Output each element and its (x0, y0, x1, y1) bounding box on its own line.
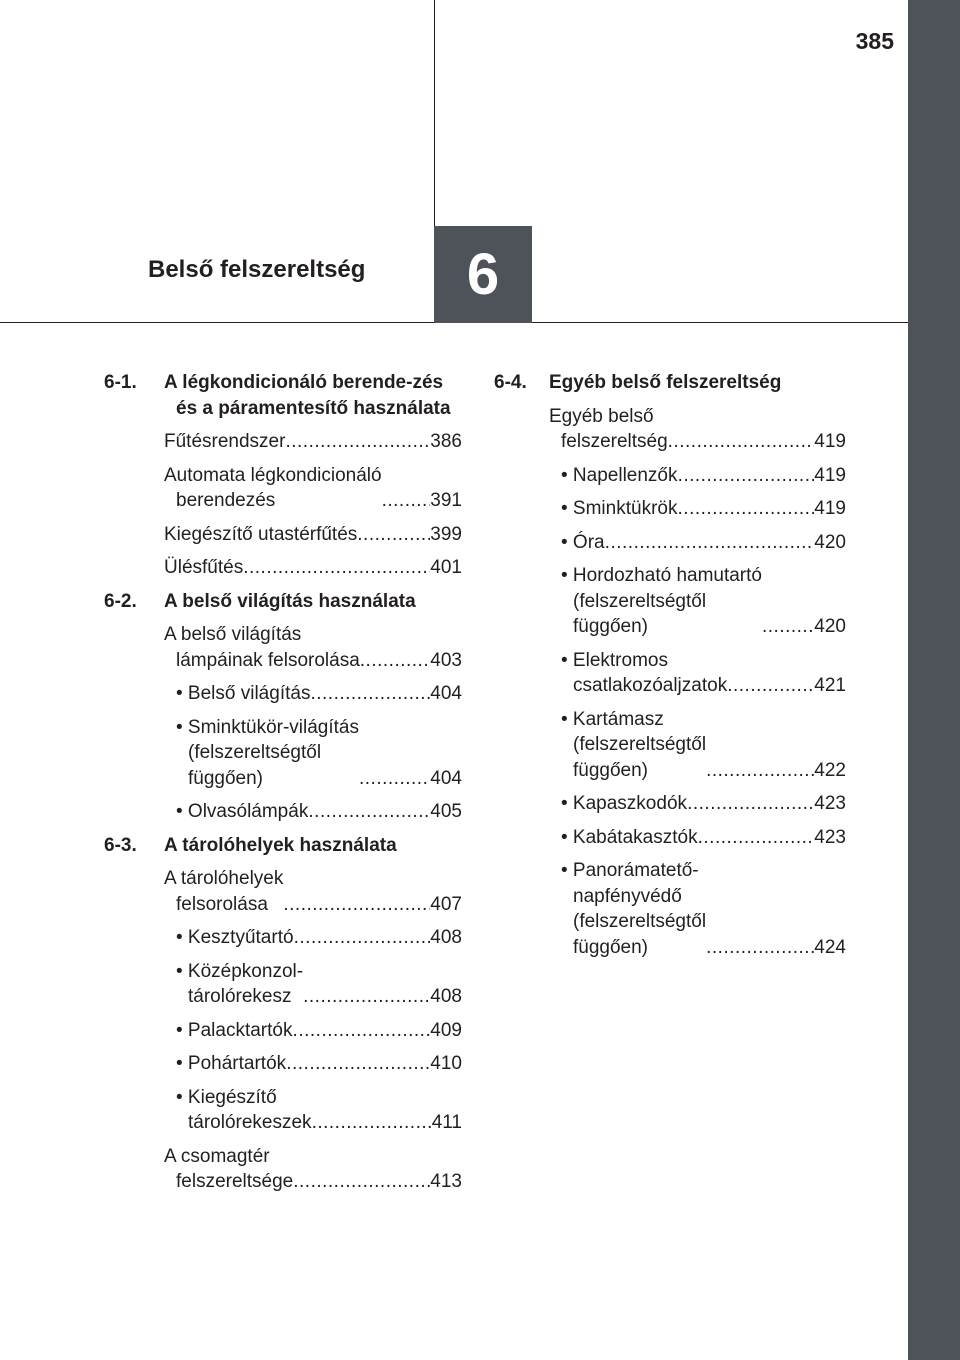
toc-entry[interactable] (104, 429, 462, 455)
toc-entry-label: • Kapaszkodók (561, 793, 688, 814)
toc-entry-page: 413 (430, 1171, 462, 1192)
dot-leader (243, 555, 430, 581)
chapter-sidebar-tab (908, 0, 960, 1360)
toc-entry[interactable] (104, 555, 462, 581)
toc-entry-page: 408 (430, 927, 462, 948)
dot-leader (706, 935, 814, 961)
section-number: 6-4. (494, 372, 527, 393)
dot-leader (303, 984, 430, 1010)
toc-entry-page: 404 (430, 767, 462, 789)
toc-entry[interactable] (104, 866, 462, 917)
dot-leader (678, 463, 815, 489)
section-title: Egyéb belső felszereltség (549, 372, 782, 393)
toc-entry[interactable] (104, 959, 462, 1010)
toc-entry[interactable] (104, 715, 462, 792)
toc-entry-page: 403 (430, 649, 462, 671)
dot-leader (668, 429, 815, 455)
chapter-title: Belső felszereltség (148, 256, 366, 283)
toc-entry-page: 386 (430, 431, 462, 452)
toc-entry-page: 391 (430, 490, 462, 511)
toc-entry-page: 421 (814, 675, 846, 696)
dot-leader (382, 488, 431, 514)
dot-leader (357, 522, 430, 548)
dot-leader (310, 681, 430, 707)
toc-entry-label: • Óra (561, 531, 605, 553)
toc-entry-page: 401 (430, 557, 462, 578)
dot-leader (706, 758, 814, 784)
toc-entry[interactable] (104, 622, 462, 673)
section-number: 6-1. (104, 372, 137, 393)
toc-section-heading[interactable] (494, 370, 846, 396)
toc-entry-label: • Panorámatető- napfényvédő (felszereltségtől függően) (561, 860, 707, 958)
section-number: 6-3. (104, 834, 137, 856)
toc-entry-page: 422 (814, 759, 846, 781)
toc-entry[interactable] (494, 530, 846, 556)
dot-leader (312, 1110, 432, 1136)
dot-leader (698, 825, 815, 851)
toc-entry[interactable] (104, 1051, 462, 1077)
section-title: A légkondicionáló berende-zés és a páramentesítő használata (164, 372, 451, 419)
toc-entry[interactable] (494, 791, 846, 817)
toc-entry-label: • Palacktartók (176, 1019, 293, 1041)
toc-entry-label: • Kesztyűtartó (176, 927, 294, 948)
dot-leader (687, 791, 814, 817)
toc-entry-label: • Belső világítás (176, 683, 311, 704)
toc-entry-label: • Elektromos csatlakozóaljzatok (561, 649, 728, 696)
dot-leader (605, 530, 815, 556)
toc-entry-label: • Hordozható hamutartó (felszereltségtől függően) (561, 565, 762, 637)
toc-entry-label: • Sminktükör-világítás (felszereltségtől függően) (176, 716, 359, 789)
dot-leader (293, 1018, 431, 1044)
vertical-divider (434, 0, 435, 226)
section-title: A tárolóhelyek használata (164, 834, 397, 856)
toc-entry-label: • Sminktükrök (561, 498, 678, 519)
dot-leader (360, 648, 431, 674)
toc-entry[interactable] (104, 799, 462, 825)
toc-right-column (494, 370, 846, 968)
dot-leader (286, 1051, 430, 1077)
toc-section-heading[interactable] (104, 589, 462, 615)
dot-leader (359, 766, 430, 792)
toc-entry-page: 399 (430, 523, 462, 545)
toc-entry-label: • Kiegészítő tárolórekeszek (176, 1086, 312, 1133)
toc-entry[interactable] (494, 648, 846, 699)
toc-entry[interactable] (494, 404, 846, 455)
dot-leader (283, 892, 430, 918)
toc-entry[interactable] (104, 681, 462, 707)
toc-entry-label: • Kabátakasztók (561, 826, 698, 848)
toc-entry[interactable] (104, 1144, 462, 1195)
toc-entry-label: A belső világítás lámpáinak felsorolása (164, 624, 360, 671)
toc-entry[interactable] (104, 1018, 462, 1044)
toc-entry-label: Automata légkondicionáló berendezés (164, 464, 382, 511)
toc-entry-page: 419 (814, 431, 846, 452)
toc-entry-label: Kiegészítő utastérfűtés (164, 523, 358, 545)
toc-entry-page: 404 (430, 683, 462, 704)
dot-leader (293, 1169, 430, 1195)
toc-entry-label: • Pohártartók (176, 1053, 287, 1074)
toc-entry-page: 409 (430, 1019, 462, 1041)
section-number: 6-2. (104, 590, 137, 612)
toc-entry[interactable] (494, 463, 846, 489)
toc-entry-label: • Kartámasz (felszereltségtől függően) (561, 708, 707, 781)
toc-entry-page: 410 (430, 1053, 462, 1074)
toc-entry-page: 408 (430, 986, 462, 1007)
toc-entry[interactable] (104, 522, 462, 548)
toc-entry-page: 420 (814, 616, 846, 637)
toc-section-heading[interactable] (104, 833, 462, 859)
toc-entry-page: 411 (431, 1112, 462, 1133)
toc-entry-page: 423 (814, 826, 846, 848)
toc-entry-label: • Napellenzők (561, 464, 678, 486)
toc-entry-label: A tárolóhelyek felsorolása (164, 868, 284, 915)
dot-leader (294, 925, 431, 951)
toc-entry[interactable] (494, 707, 846, 784)
toc-entry-label: Egyéb belső felszereltség (549, 405, 668, 452)
toc-entry[interactable] (494, 825, 846, 851)
toc-entry[interactable] (104, 925, 462, 951)
toc-entry[interactable] (104, 1085, 462, 1136)
page-number: 385 (855, 28, 894, 54)
dot-leader (762, 614, 814, 640)
toc-entry[interactable] (494, 563, 846, 640)
toc-entry-label: • Középkonzol- tárolórekesz (176, 960, 304, 1007)
toc-entry-page: 407 (430, 893, 462, 915)
toc-section-heading[interactable] (104, 370, 462, 421)
toc-entry-label: Ülésfűtés (164, 557, 244, 578)
toc-entry-page: 424 (814, 936, 846, 958)
toc-entry[interactable] (494, 858, 846, 960)
toc-entry[interactable] (104, 463, 462, 514)
toc-entry-label: A csomagtér felszereltsége (164, 1145, 294, 1192)
toc-entry-label: • Olvasólámpák (176, 801, 309, 822)
toc-left-column (104, 370, 462, 1203)
chapter-number-box: 6 (434, 226, 532, 323)
toc-entry-page: 420 (814, 531, 846, 553)
toc-entry-page: 419 (814, 498, 846, 519)
toc-entry-page: 419 (814, 464, 846, 486)
toc-entry-label: Fűtésrendszer (164, 431, 286, 452)
dot-leader (678, 496, 815, 522)
toc-entry-page: 405 (430, 801, 462, 822)
toc-entry-page: 423 (814, 793, 846, 814)
dot-leader (308, 799, 430, 825)
dot-leader (285, 429, 430, 455)
toc-entry[interactable] (494, 496, 846, 522)
dot-leader (727, 673, 814, 699)
section-title: A belső világítás használata (164, 590, 416, 612)
